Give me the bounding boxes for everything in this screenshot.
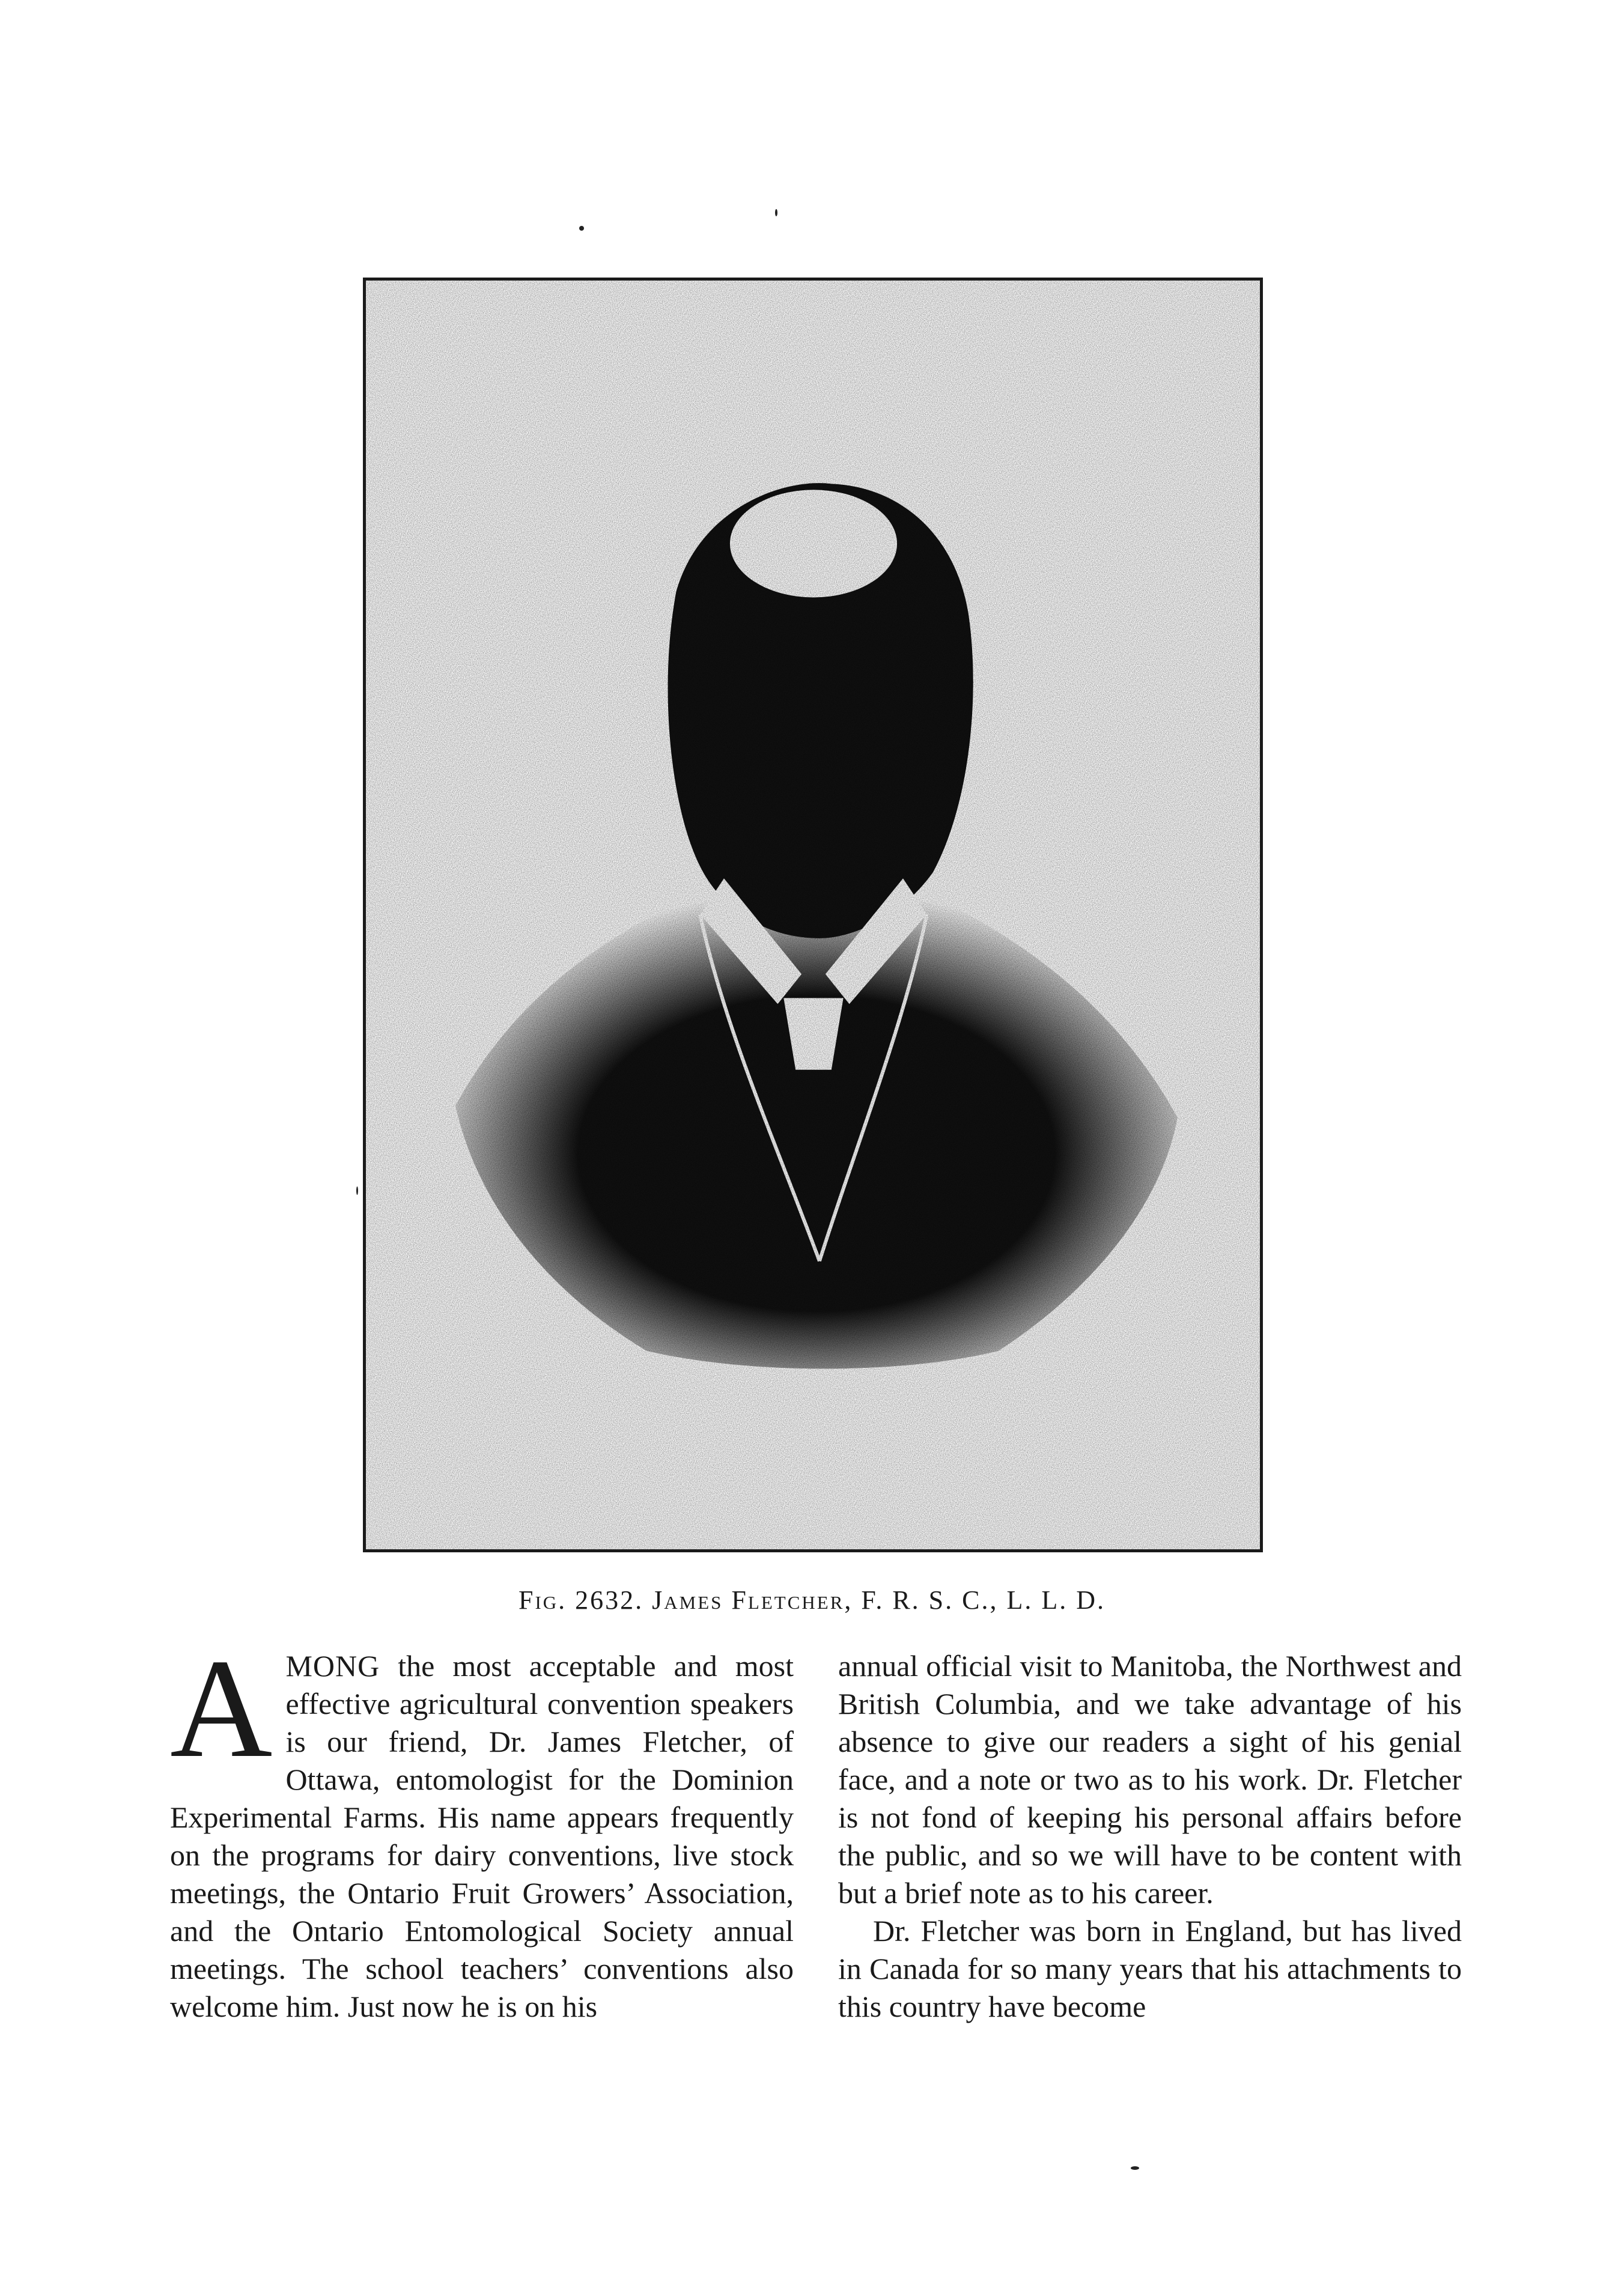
- portrait-image: [363, 278, 1263, 1552]
- continued-paragraph: annual official visit to Manitoba, the Northwest and British Columbia, and we take advantage of his absence to give our readers a sight of his genial face, and a note or two as to his work. Dr. Fletcher is not fond of keeping his personal affairs before the public, and so we will have to be content with but a brief note as to his career.: [838, 1649, 1462, 1910]
- figure-caption: Fig. 2632. James Fletcher, F. R. S. C., L. L. D.: [518, 1585, 1106, 1615]
- speck: [579, 226, 584, 231]
- right-column: [838, 1647, 1462, 2026]
- second-paragraph: Dr. Fletcher was born in England, but has lived in Canada for so many years that his attachments to this country have become: [838, 1914, 1462, 2023]
- drop-cap: A: [170, 1630, 273, 1787]
- left-column: [170, 1630, 794, 2026]
- lead-in-caps: MONG: [285, 1649, 380, 1683]
- speck: [356, 1186, 358, 1195]
- halftone-grain: [366, 281, 1260, 1549]
- speck: [775, 209, 777, 216]
- portrait-halftone: [366, 281, 1260, 1549]
- opening-paragraph: [170, 1630, 794, 2026]
- speck: [1131, 2166, 1139, 2170]
- left-column-text: the most acceptable and most effective agricultural convention speakers is our friend, Dr. James Fletcher, of Ottawa, entomologist for the Dominion Experimental Farms. His name appears frequently on the programs for dairy conventions, live stock meetings, the Ontario Fruit Growers’ Association, and the Ontario Entomological Society annual meetings. The school teachers’ conventions also welcome him. Just now he is on his: [170, 1649, 794, 2023]
